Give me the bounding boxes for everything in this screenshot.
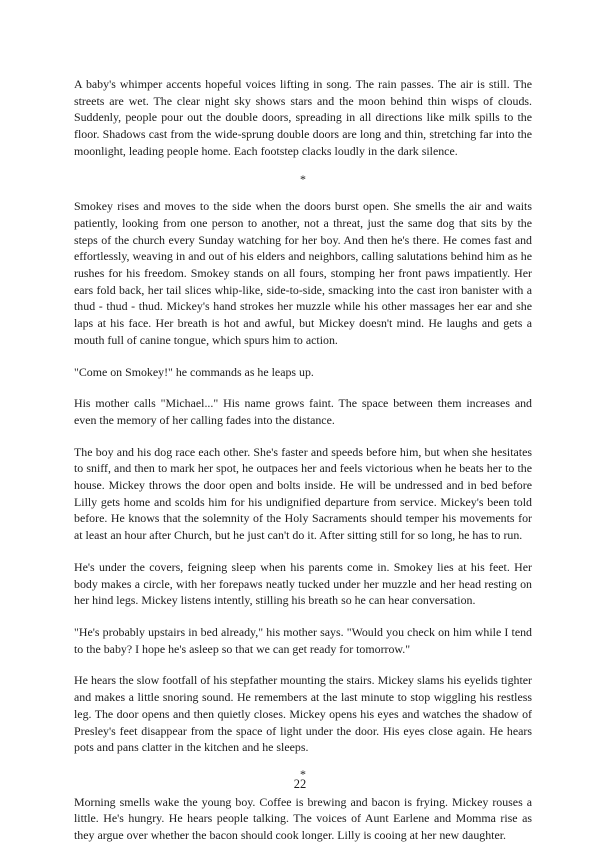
scene-break: * <box>300 766 306 781</box>
scene-break: * <box>300 171 306 186</box>
paragraph: "He's probably upstairs in bed already," his mother says. "Would you check on him while I tend to the baby? I hope he's asleep so that we can get ready for tomorrow." <box>74 624 532 656</box>
paragraph: He's under the covers, feigning sleep when his parents come in. Smokey lies at his feet. Her body makes a circle, with her forepaws neatly tucked under her muzzle and her head resting on her hind legs. Mickey listens intently, stilling his breath so he can hear conversation. <box>74 559 532 608</box>
paragraph: His mother calls "Michael..." His name grows faint. The space between them increases and even the memory of her calling fades into the distance. <box>74 396 532 427</box>
paragraph: Smokey rises and moves to the side when the doors burst open. She smells the air and waits patiently, looking from one person to another, not a threat, just the same dog that sits by the steps of the church every Sunday watching for her boy. And then he's there. He comes fast and effortlessly, weaving in and out of his elders and neighbors, calling salutations behind him as he rushes for his freedom. Smokey stands on all fours, stomping her front paws impatiently. Her ears fold back, her tail slices whip-like, side-to-side, smacking into the cast iron banister with a thud - thud - thud. Mickey's hand strokes her muzzle while his other massages her ear and she laps at his face. Her breath is hot and awful, but Mickey doesn't mind. He laughs and gets a mouth full of canine tongue, which spurs him to action. <box>74 199 532 347</box>
paragraph: The boy and his dog race each other. She's faster and speeds before him, but when she hesitates to sniff, and then to mark her spot, he outpaces her and feels victorious when he beats her to the house. Mickey throws the door open and bolts inside. He will be undressed and in bed before Lilly gets home and scolds him for his undignified departure from service. Mickey's been told before. He knows that the solemnity of the Holy Sacraments should temper his movements for at least an hour after Church, but he just can't do it. After sitting still for so long, he has to run. <box>74 444 532 543</box>
body-text <box>74 76 532 844</box>
paragraph: Morning smells wake the young boy. Coffee is brewing and bacon is frying. Mickey rouses a little. He's hungry. He hears people talking. The voices of Aunt Earlene and Momma rise as they argue over whether the bacon should cook longer. Lilly is cooing at her new daughter. <box>74 794 532 843</box>
page-number: 22 <box>293 777 307 791</box>
paragraph: He hears the slow footfall of his stepfather mounting the stairs. Mickey slams his eyelids tighter and makes a little snoring sound. He remembers at the last minute to stop wiggling his restless leg. The door opens and then quietly closes. Mickey opens his eyes and watches the shadow of Presley's feet disappear from the space of light under the door. His eyes close again. He hears pots and pans clatter in the kitchen and he sleeps. <box>74 673 532 755</box>
paragraph: "Come on Smokey!" he commands as he leaps up. <box>74 364 314 379</box>
paragraph: A baby's whimper accents hopeful voices lifting in song. The rain passes. The air is still. The streets are wet. The clear night sky shows stars and the moon behind thin wisps of clouds. Suddenly, people pour out the double doors, spreading in all directions like milk spills to the floor. Shadows cast from the wide-sprung double doors are long and thin, stretching far into the moonlight, leading people home. Each footstep clacks loudly in the dark silence. <box>74 77 532 158</box>
